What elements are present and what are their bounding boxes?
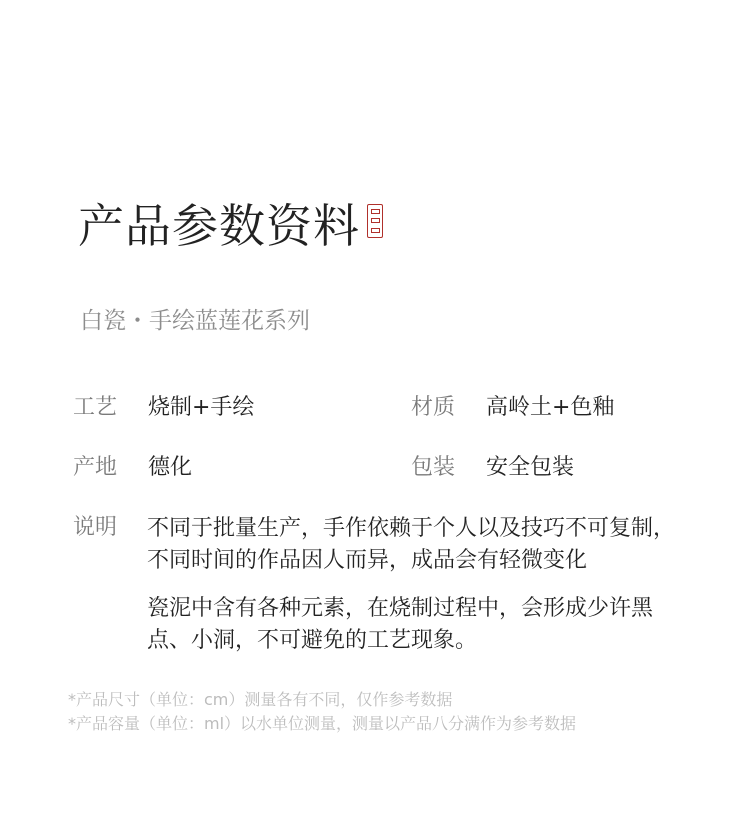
package-label: 包装 — [411, 455, 456, 480]
material-value: 高岭土+色釉 — [486, 395, 615, 420]
volume-footnote: *产品容量（单位：ml）以水单位测量，测量以产品八分满作为参考数据 — [68, 714, 577, 733]
page-title: 产品参数资料 — [78, 199, 360, 253]
origin-label: 产地 — [73, 455, 118, 480]
description-paragraph-2: 瓷泥中含有各种元素，在烧制过程中，会形成少许黑点、小洞，不可避免的工艺现象。 — [147, 596, 654, 653]
package-value: 安全包装 — [486, 455, 575, 480]
series-subtitle: 白瓷・手绘蓝莲花系列 — [80, 308, 310, 334]
description-paragraph-1: 不同于批量生产，手作依赖于个人以及技巧不可复制，不同时间的作品因人而异，成品会有轻微变化 — [147, 516, 676, 573]
origin-value: 德化 — [148, 455, 193, 480]
description-label: 说明 — [73, 515, 118, 540]
size-footnote: *产品尺寸（单位：cm）测量各有不同，仅作参考数据 — [68, 690, 453, 709]
material-label: 材质 — [411, 395, 456, 420]
craft-label: 工艺 — [73, 395, 118, 420]
seal-stamp-icon — [367, 204, 383, 238]
craft-value: 烧制+手绘 — [148, 395, 255, 420]
